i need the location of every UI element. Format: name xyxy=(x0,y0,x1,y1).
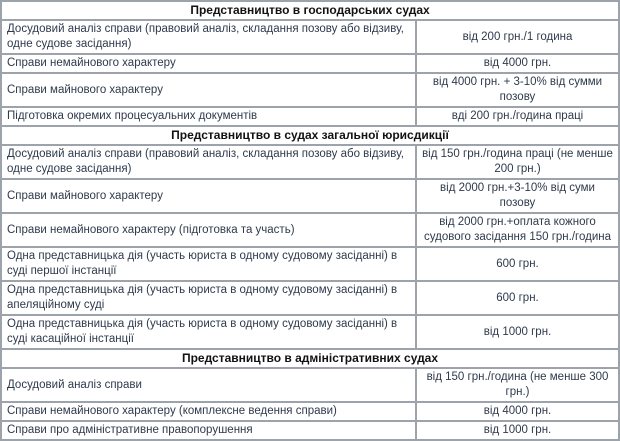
section-header-row xyxy=(1,126,619,145)
table-row xyxy=(1,179,619,213)
service-cell: Одна представницька дія (участь юриста в одному судовому засіданні) в суді першої інстанції xyxy=(1,247,416,281)
service-cell: Одна представницька дія (участь юриста в одному судовому засіданні) в суді касаційної інстанції xyxy=(1,315,416,349)
table-row xyxy=(1,54,619,73)
price-cell: 600 грн. xyxy=(416,281,619,315)
table-row xyxy=(1,107,619,126)
section-header: Представництво в адміністративних судах xyxy=(1,349,619,368)
table-row xyxy=(1,368,619,402)
price-cell: від 2000 грн.+3-10% від суми позову xyxy=(416,179,619,213)
service-cell: Справи майнового характеру xyxy=(1,73,416,107)
service-cell: Справи майнового характеру xyxy=(1,179,416,213)
price-cell: від 1000 грн. xyxy=(416,315,619,349)
service-cell: Справи немайнового характеру (комплексне ведення справи) xyxy=(1,402,416,421)
service-cell: Досудовий аналіз справи (правовий аналіз, складання позову або відзиву, одне судове засідання) xyxy=(1,145,416,179)
table-row xyxy=(1,73,619,107)
section-header: Представництво в судах загальної юрисдикції xyxy=(1,126,619,145)
service-cell: Справи немайнового характеру (підготовка та участь) xyxy=(1,213,416,247)
table-row xyxy=(1,213,619,247)
section-header-row xyxy=(1,1,619,20)
price-cell: від 4000 грн. + 3-10% від сумми позову xyxy=(416,73,619,107)
section-header-row xyxy=(1,349,619,368)
price-cell: від 2000 грн.+оплата кожного судового засідання 150 грн./година xyxy=(416,213,619,247)
table-row xyxy=(1,247,619,281)
table-row xyxy=(1,281,619,315)
price-cell: від 1000 грн. xyxy=(416,421,619,440)
service-cell: Досудовий аналіз справи (правовий аналіз, складання позову або відзиву, одне судове засідання) xyxy=(1,20,416,54)
service-cell: Одна представницька дія (участь юриста в одному судовому засіданні) в апеляційному суді xyxy=(1,281,416,315)
section-header: Представництво в господарських судах xyxy=(1,1,619,20)
service-cell: Справи немайнового характеру xyxy=(1,54,416,73)
price-cell: від 150 грн./година (не менше 300 грн.) xyxy=(416,368,619,402)
service-cell: Досудовий аналіз справи xyxy=(1,368,416,402)
table-row xyxy=(1,145,619,179)
service-cell: Підготовка окремих процесуальних документів xyxy=(1,107,416,126)
table-row xyxy=(1,20,619,54)
table-row xyxy=(1,315,619,349)
price-cell: від 4000 грн. xyxy=(416,54,619,73)
price-cell: від 200 грн./1 година xyxy=(416,20,619,54)
price-cell: від 4000 грн. xyxy=(416,402,619,421)
table-row xyxy=(1,402,619,421)
price-cell: 600 грн. xyxy=(416,247,619,281)
table-row xyxy=(1,421,619,440)
service-cell: Справи про адміністративне правопорушення xyxy=(1,421,416,440)
price-cell: вді 200 грн./година праці xyxy=(416,107,619,126)
price-cell: від 150 грн./година праці (не менше 200 грн.) xyxy=(416,145,619,179)
